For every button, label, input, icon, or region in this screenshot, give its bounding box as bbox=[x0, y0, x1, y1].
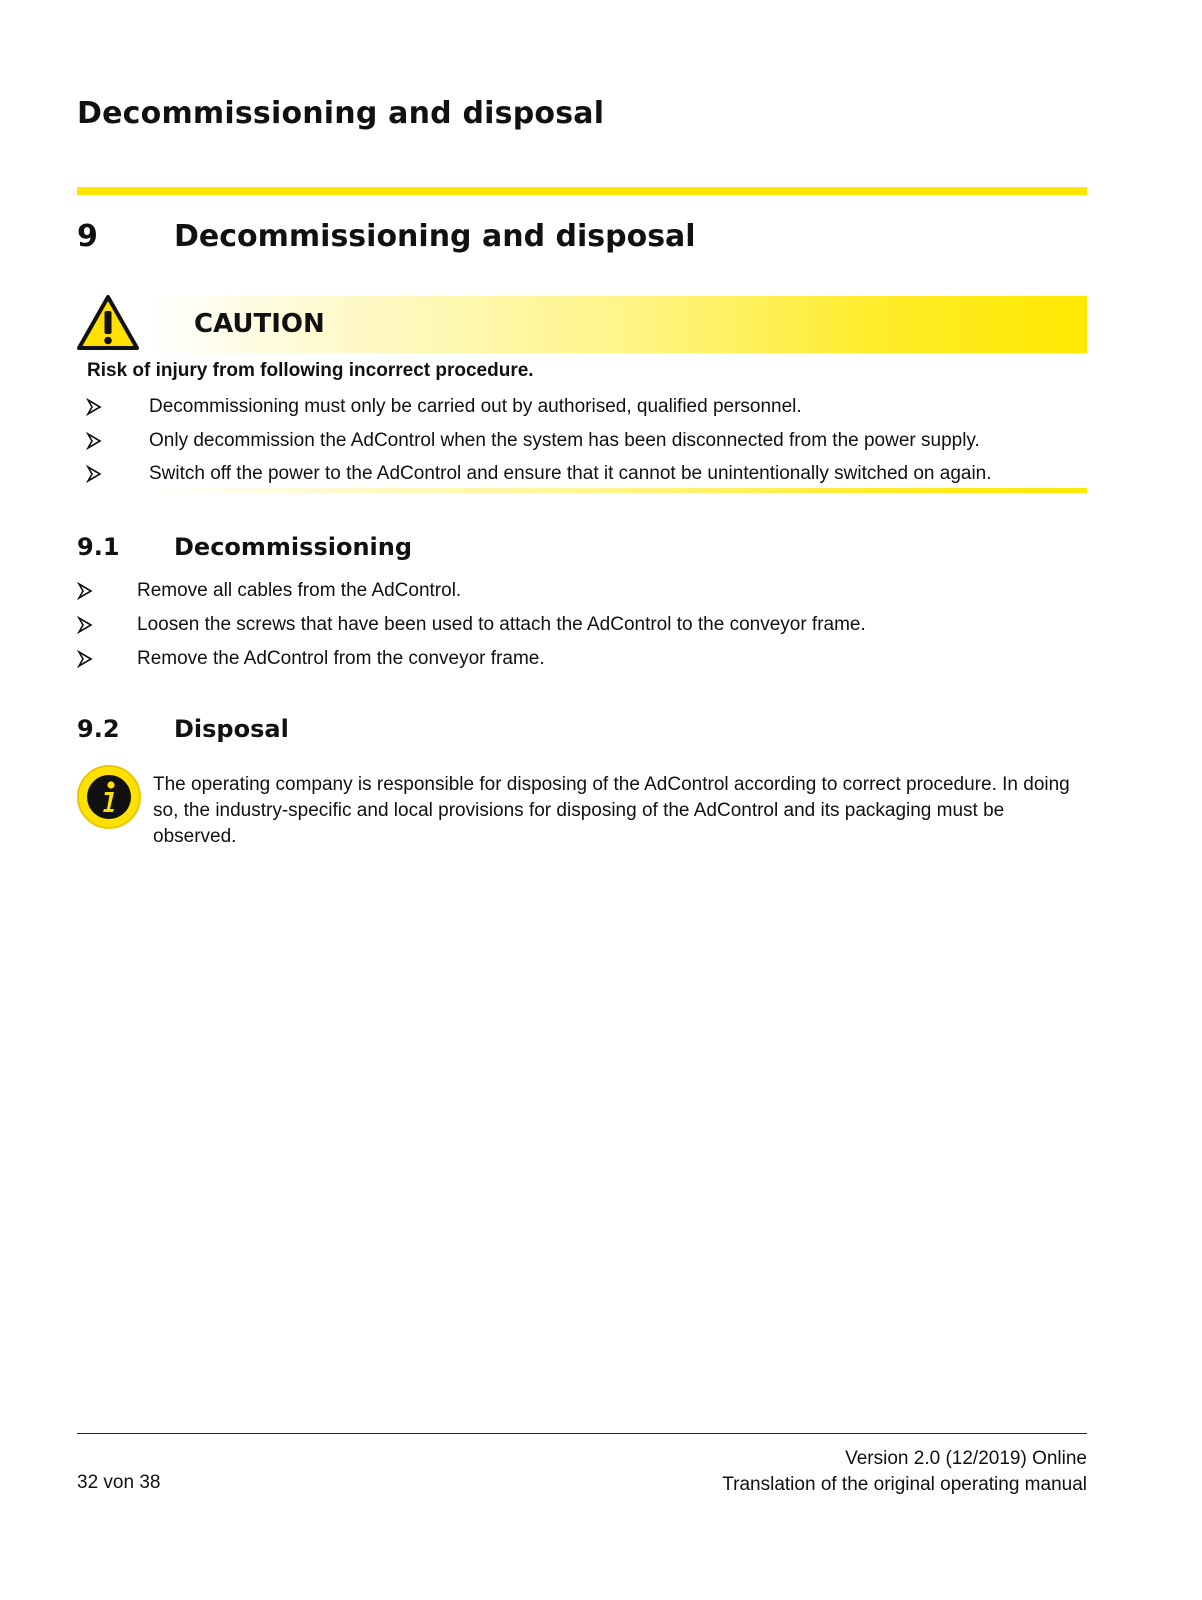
list-item bbox=[86, 428, 992, 462]
chapter-title: Decommissioning and disposal bbox=[174, 219, 696, 254]
caution-risk-text: Risk of injury from following incorrect procedure. bbox=[87, 360, 534, 381]
list-item bbox=[77, 646, 866, 680]
arrowhead-bullet-icon bbox=[77, 614, 93, 636]
arrowhead-bullet-icon bbox=[86, 396, 102, 418]
footer-translation-note: Translation of the original operating manual bbox=[722, 1474, 1087, 1495]
caution-item-text: Only decommission the AdControl when the system has been disconnected from the power supply. bbox=[149, 429, 980, 451]
section-title: Decommissioning bbox=[174, 533, 413, 561]
caution-label: CAUTION bbox=[194, 309, 325, 339]
arrowhead-bullet-icon bbox=[86, 430, 102, 452]
info-icon bbox=[76, 764, 142, 830]
section-number: 9.2 bbox=[77, 715, 120, 743]
section-heading-9-2 bbox=[77, 715, 289, 743]
header-rule bbox=[77, 187, 1087, 195]
arrowhead-bullet-icon bbox=[77, 648, 93, 670]
caution-item-text: Decommissioning must only be carried out by authorised, qualified personnel. bbox=[149, 396, 802, 417]
warning-triangle-icon bbox=[76, 294, 140, 352]
footer-rule bbox=[77, 1433, 1087, 1434]
decommissioning-list bbox=[77, 578, 866, 680]
chapter-number: 9 bbox=[77, 219, 98, 254]
decommissioning-item-text: Loosen the screws that have been used to attach the AdControl to the conveyor frame. bbox=[137, 614, 866, 635]
decommissioning-item-text: Remove the AdControl from the conveyor frame. bbox=[137, 648, 545, 669]
page-number: 32 von 38 bbox=[77, 1472, 161, 1493]
arrowhead-bullet-icon bbox=[86, 463, 102, 485]
page-header-title: Decommissioning and disposal bbox=[77, 96, 605, 131]
list-item bbox=[86, 394, 992, 428]
footer-version-block bbox=[722, 1446, 1087, 1498]
caution-item-text: Switch off the power to the AdControl and ensure that it cannot be unintentionally switched on again. bbox=[149, 463, 992, 484]
caution-bottom-rule bbox=[148, 488, 1087, 493]
arrowhead-bullet-icon bbox=[77, 580, 93, 602]
chapter-heading bbox=[77, 219, 696, 254]
list-item bbox=[77, 612, 866, 646]
section-heading-9-1 bbox=[77, 533, 412, 561]
disposal-info-text: The operating company is responsible for disposing of the AdControl according to correct procedure. In doing so, the industry-specific and local provisions for disposing of the AdControl and its packaging must be observed. bbox=[153, 774, 1070, 847]
footer-version: Version 2.0 (12/2019) Online bbox=[845, 1448, 1087, 1469]
list-item bbox=[77, 578, 866, 612]
section-number: 9.1 bbox=[77, 533, 120, 561]
caution-list bbox=[86, 394, 992, 495]
section-title: Disposal bbox=[174, 715, 289, 743]
decommissioning-item-text: Remove all cables from the AdControl. bbox=[137, 580, 462, 601]
